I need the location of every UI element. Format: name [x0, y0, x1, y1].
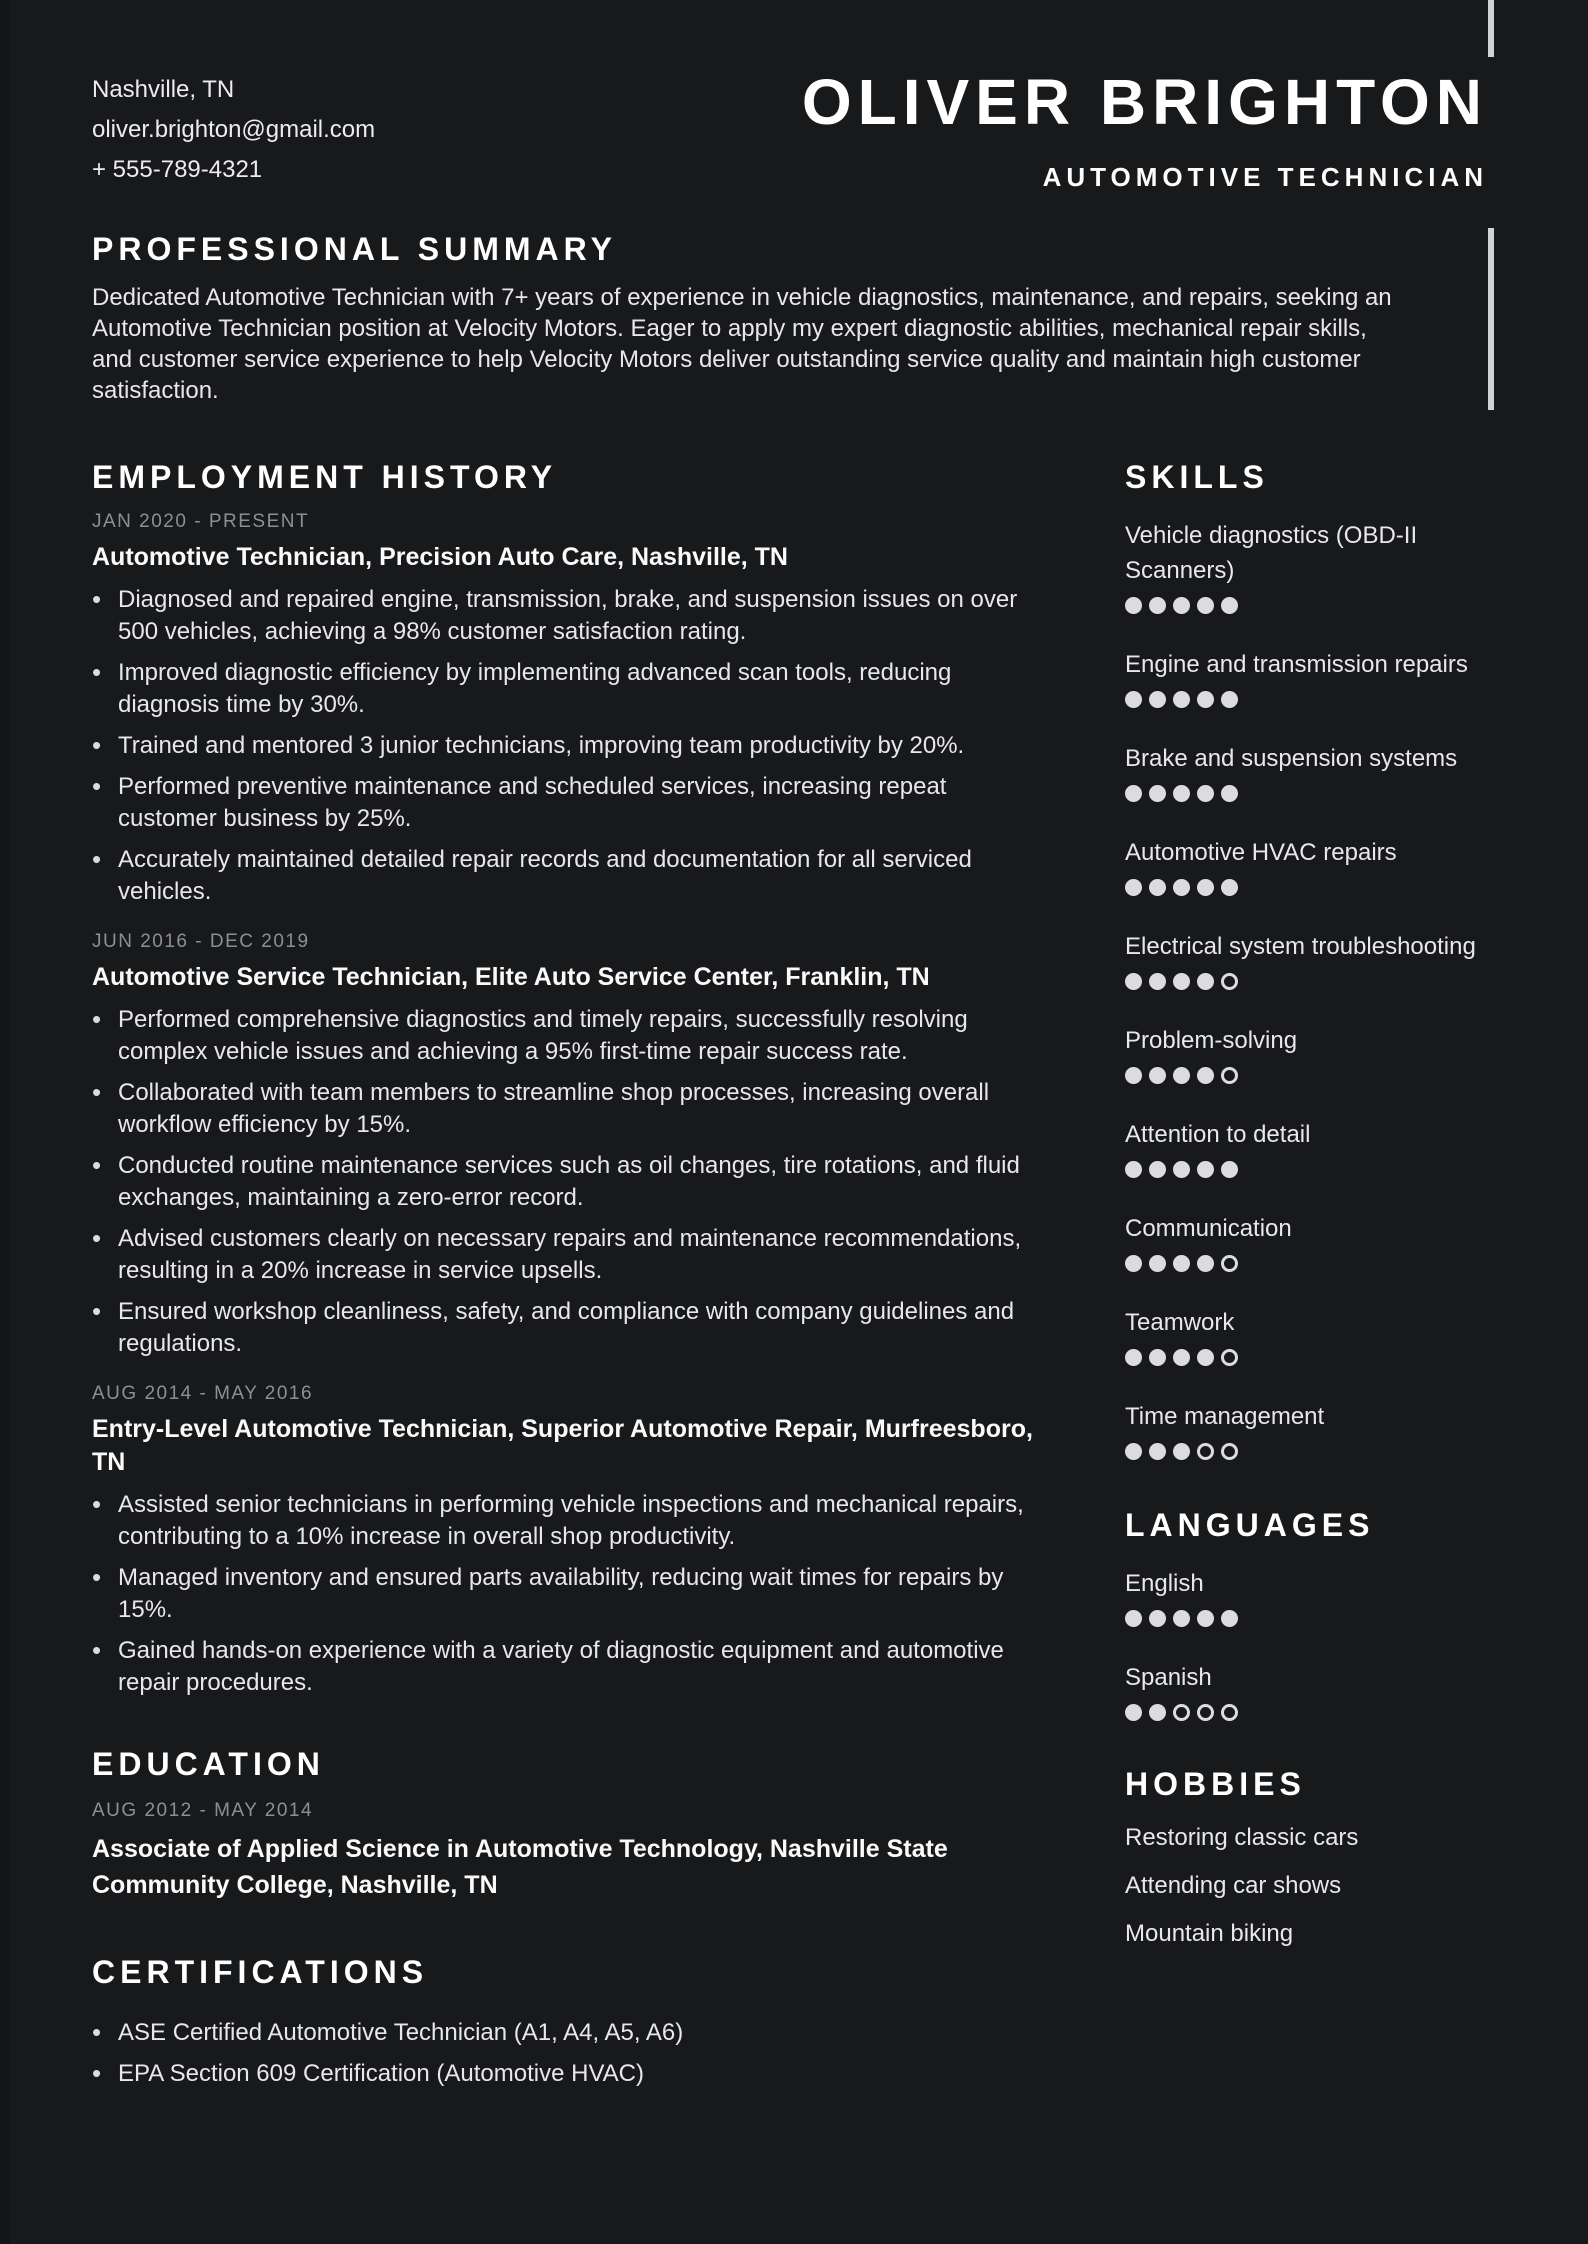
language-label: English: [1125, 1570, 1204, 1597]
rating-dot-filled: [1221, 597, 1238, 614]
certifications-heading: CERTIFICATIONS: [92, 1954, 429, 1990]
job-bullet: • Collaborated with team members to streamline shop processes, increasing overall workflow efficiency by 15%.: [92, 1077, 1041, 1141]
languages-heading: LANGUAGES: [1125, 1507, 1375, 1543]
employment-history-section: [92, 458, 1041, 1699]
rating-dot-filled: [1125, 691, 1142, 708]
rating-dot-filled: [1197, 1067, 1214, 1084]
rating-dot-filled: [1125, 973, 1142, 990]
hobby-item: Restoring classic cars: [1125, 1824, 1359, 1851]
certification-item: • EPA Section 609 Certification (Automotive HVAC): [92, 2058, 1041, 2090]
rating-dot-filled: [1149, 1349, 1166, 1366]
summary-heading: PROFESSIONAL SUMMARY: [92, 231, 617, 267]
skill-label: Teamwork: [1125, 1309, 1235, 1336]
skill-rating: [1125, 597, 1496, 614]
hobby-list: [1125, 1825, 1496, 1947]
skill-item: [1125, 929, 1496, 990]
rating-dot-filled: [1125, 879, 1142, 896]
rating-dot-filled: [1197, 879, 1214, 896]
job-bullet: • Gained hands-on experience with a variety of diagnostic equipment and automotive repair procedures.: [92, 1635, 1041, 1699]
rating-dot-filled: [1173, 1067, 1190, 1084]
rating-dot-filled: [1197, 1255, 1214, 1272]
rating-dot-empty: [1221, 1349, 1238, 1366]
education-dates: AUG 2012 - MAY 2014: [92, 1800, 314, 1821]
header-name-block: [801, 66, 1488, 193]
rating-dot-filled: [1125, 1610, 1142, 1627]
rating-dot-filled: [1149, 1067, 1166, 1084]
rating-dot-filled: [1173, 691, 1190, 708]
skill-label: Time management: [1125, 1403, 1325, 1430]
skill-rating: [1125, 1255, 1496, 1272]
languages-section: [1125, 1506, 1496, 1721]
rating-dot-filled: [1173, 597, 1190, 614]
rating-dot-filled: [1149, 597, 1166, 614]
skill-item: [1125, 647, 1496, 708]
rating-dot-filled: [1149, 1704, 1166, 1721]
skill-label: Problem-solving: [1125, 1027, 1298, 1054]
skill-label: Communication: [1125, 1215, 1292, 1242]
language-list: [1125, 1566, 1496, 1721]
skill-rating: [1125, 785, 1496, 802]
rating-dot-filled: [1149, 691, 1166, 708]
rating-dot-filled: [1125, 1704, 1142, 1721]
rating-dot-filled: [1125, 597, 1142, 614]
job-bullet: • Trained and mentored 3 junior technicians, improving team productivity by 20%.: [92, 730, 1041, 762]
job-title: Entry-Level Automotive Technician, Superior Automotive Repair, Murfreesboro, TN: [92, 1415, 1033, 1476]
rating-dot-filled: [1173, 1255, 1190, 1272]
contact-location: Nashville, TN: [92, 76, 235, 103]
summary-text: Dedicated Automotive Technician with 7+ years of experience in vehicle diagnostics, maintenance, and repairs, seeking an Automotive Technician position at Velocity Motors. Eager to apply my expert diagnostic abilities, mechanical repair skills, and customer service experience to help Velocity Motors deliver outstanding service quality and maintain high customer satisfaction.: [92, 284, 1392, 404]
employment-heading: EMPLOYMENT HISTORY: [92, 459, 558, 495]
job-dates: AUG 2014 - MAY 2016: [92, 1383, 314, 1404]
skill-item: [1125, 1211, 1496, 1272]
skill-label: Automotive HVAC repairs: [1125, 839, 1397, 866]
skill-rating: [1125, 1349, 1496, 1366]
rating-dot-filled: [1173, 1349, 1190, 1366]
skill-item: [1125, 835, 1496, 896]
rating-dot-filled: [1149, 1443, 1166, 1460]
rating-dot-filled: [1149, 1255, 1166, 1272]
job-bullet: • Performed preventive maintenance and scheduled services, increasing repeat customer business by 25%.: [92, 771, 1041, 835]
rating-dot-empty: [1221, 1255, 1238, 1272]
hobbies-section: [1125, 1765, 1496, 1947]
rating-dot-empty: [1197, 1443, 1214, 1460]
rating-dot-filled: [1173, 785, 1190, 802]
skill-item: [1125, 1117, 1496, 1178]
rating-dot-filled: [1125, 785, 1142, 802]
skill-item: [1125, 1305, 1496, 1366]
hobby-item: Attending car shows: [1125, 1872, 1342, 1899]
skill-rating: [1125, 1161, 1496, 1178]
skill-rating: [1125, 879, 1496, 896]
job-dates: JUN 2016 - DEC 2019: [92, 931, 310, 952]
contact-email: oliver.brighton@gmail.com: [92, 116, 376, 143]
rating-dot-filled: [1173, 879, 1190, 896]
rating-dot-filled: [1125, 1349, 1142, 1366]
job-list: [92, 510, 1041, 1699]
skill-list: [1125, 518, 1496, 1460]
skills-section: [1125, 458, 1496, 1460]
rating-dot-empty: [1221, 1067, 1238, 1084]
skill-label: Attention to detail: [1125, 1121, 1311, 1148]
rating-dot-filled: [1197, 785, 1214, 802]
education-degree: Associate of Applied Science in Automotive Technology, Nashville State Community College, Nashville, TN: [92, 1835, 948, 1899]
header-accent-line-bottom: [1488, 228, 1494, 410]
certifications-section: [92, 1953, 1041, 2090]
rating-dot-empty: [1197, 1704, 1214, 1721]
rating-dot-filled: [1173, 1610, 1190, 1627]
skill-label: Electrical system troubleshooting: [1125, 933, 1476, 960]
certification-item: • ASE Certified Automotive Technician (A1, A4, A5, A6): [92, 2017, 1041, 2049]
rating-dot-empty: [1221, 973, 1238, 990]
job-bullet: • Conducted routine maintenance services such as oil changes, tire rotations, and fluid exchanges, maintaining a zero-error record.: [92, 1150, 1041, 1214]
rating-dot-filled: [1197, 1161, 1214, 1178]
education-heading: EDUCATION: [92, 1746, 325, 1782]
rating-dot-filled: [1221, 785, 1238, 802]
contact-phone: + 555-789-4321: [92, 156, 263, 183]
job-bullet: • Managed inventory and ensured parts availability, reducing wait times for repairs by 15%.: [92, 1562, 1041, 1626]
job-title: Automotive Service Technician, Elite Auto Service Center, Franklin, TN: [92, 963, 930, 991]
language-label: Spanish: [1125, 1664, 1212, 1691]
rating-dot-filled: [1197, 691, 1214, 708]
job-bullet: • Diagnosed and repaired engine, transmission, brake, and suspension issues on over 500 vehicles, achieving a 98% customer satisfaction rating.: [92, 584, 1041, 648]
language-item: [1125, 1660, 1496, 1721]
job-entry: [92, 1382, 1041, 1699]
rating-dot-filled: [1149, 879, 1166, 896]
job-bullet: • Ensured workshop cleanliness, safety, and compliance with company guidelines and regulations.: [92, 1296, 1041, 1360]
skill-rating: [1125, 973, 1496, 990]
rating-dot-filled: [1197, 973, 1214, 990]
hobby-item: Mountain biking: [1125, 1920, 1294, 1947]
language-item: [1125, 1566, 1496, 1627]
job-entry: [92, 510, 1041, 908]
rating-dot-empty: [1173, 1704, 1190, 1721]
job-bullet-list: [92, 584, 1041, 908]
content-columns: [92, 458, 1496, 2099]
candidate-job-title: AUTOMOTIVE TECHNICIAN: [1042, 162, 1488, 192]
header-accent-line-top: [1488, 0, 1494, 57]
professional-summary-section: [92, 230, 1394, 406]
skill-item: [1125, 518, 1496, 614]
job-bullet: • Assisted senior technicians in performing vehicle inspections and mechanical repairs, contributing to a 10% increase in overall shop productivity.: [92, 1489, 1041, 1553]
rating-dot-filled: [1197, 1349, 1214, 1366]
rating-dot-filled: [1197, 597, 1214, 614]
rating-dot-filled: [1173, 973, 1190, 990]
rating-dot-filled: [1125, 1255, 1142, 1272]
rating-dot-filled: [1149, 1610, 1166, 1627]
rating-dot-filled: [1149, 973, 1166, 990]
rating-dot-filled: [1149, 1161, 1166, 1178]
skill-rating: [1125, 1067, 1496, 1084]
job-bullet: • Advised customers clearly on necessary repairs and maintenance recommendations, resulting in a 20% increase in service upsells.: [92, 1223, 1041, 1287]
skill-label: Brake and suspension systems: [1125, 745, 1458, 772]
skills-heading: SKILLS: [1125, 459, 1269, 495]
rating-dot-filled: [1221, 1610, 1238, 1627]
rating-dot-filled: [1149, 785, 1166, 802]
rating-dot-filled: [1125, 1161, 1142, 1178]
rating-dot-filled: [1197, 1610, 1214, 1627]
job-entry: [92, 930, 1041, 1360]
education-section: [92, 1745, 1041, 1903]
skill-rating: [1125, 1704, 1496, 1721]
rating-dot-empty: [1221, 1443, 1238, 1460]
rating-dot-filled: [1125, 1067, 1142, 1084]
certification-list: [92, 2017, 1041, 2090]
candidate-name: OLIVER BRIGHTON: [801, 66, 1488, 138]
job-bullet-list: [92, 1004, 1041, 1360]
sidebar-column: [1125, 458, 1496, 2099]
job-bullet: • Performed comprehensive diagnostics and timely repairs, successfully resolving complex vehicle issues and achieving a 95% first-time repair success rate.: [92, 1004, 1041, 1068]
rating-dot-empty: [1221, 1704, 1238, 1721]
skill-item: [1125, 741, 1496, 802]
job-bullet: • Improved diagnostic efficiency by implementing advanced scan tools, reducing diagnosis time by 30%.: [92, 657, 1041, 721]
main-column: [92, 458, 1041, 2099]
skill-rating: [1125, 1443, 1496, 1460]
job-title: Automotive Technician, Precision Auto Care, Nashville, TN: [92, 543, 788, 571]
rating-dot-filled: [1221, 691, 1238, 708]
skill-label: Engine and transmission repairs: [1125, 651, 1468, 678]
rating-dot-filled: [1221, 879, 1238, 896]
skill-item: [1125, 1023, 1496, 1084]
job-dates: JAN 2020 - PRESENT: [92, 511, 310, 532]
hobbies-heading: HOBBIES: [1125, 1766, 1306, 1802]
skill-item: [1125, 1399, 1496, 1460]
job-bullet: • Accurately maintained detailed repair records and documentation for all serviced vehicles.: [92, 844, 1041, 908]
rating-dot-filled: [1173, 1443, 1190, 1460]
skill-rating: [1125, 691, 1496, 708]
rating-dot-filled: [1125, 1443, 1142, 1460]
rating-dot-filled: [1221, 1161, 1238, 1178]
contact-block: [92, 70, 375, 190]
job-bullet-list: [92, 1489, 1041, 1699]
rating-dot-filled: [1173, 1161, 1190, 1178]
skill-label: Vehicle diagnostics (OBD-II Scanners): [1125, 522, 1418, 584]
page-edge-strip: [0, 0, 10, 2244]
skill-rating: [1125, 1610, 1496, 1627]
